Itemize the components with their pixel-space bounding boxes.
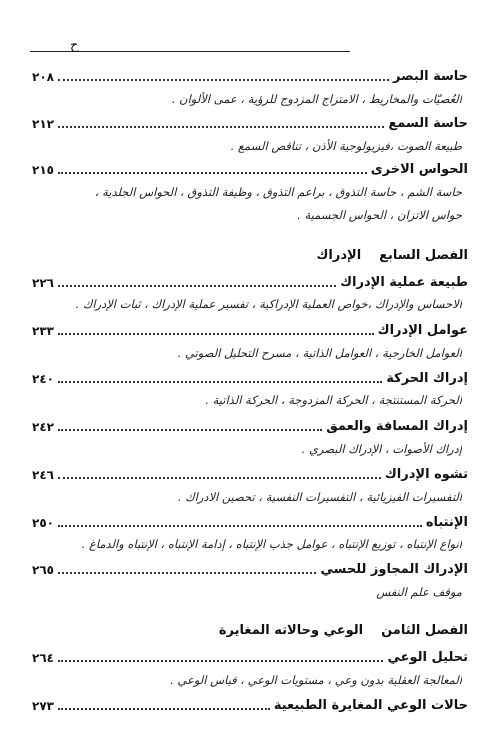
toc-entry[interactable] [32,316,468,338]
entry-subtopics: العُصيّات والمخاريط ، الامتزاج المزدوج للرؤية ، عمى الألوان . [171,92,462,106]
entry-page: ٢٤٦ [32,468,54,482]
page-letter: ح [70,38,79,53]
toc-entry[interactable] [32,109,468,131]
leader-dots [58,171,367,174]
entry-page: ٢٤٢ [32,420,54,434]
chapter-label: الفصل السابع [379,248,468,263]
toc-entry[interactable] [32,364,468,386]
chapter-title: الوعي وحالاته المغايرة [218,623,364,638]
entry-title: حاسة البصر [393,69,468,84]
leader-dots [58,659,384,662]
chapter-title: الإدراك [316,248,362,263]
toc-entry[interactable] [32,412,468,434]
entry-title: حاسة السمع [388,116,468,131]
leader-dots [58,428,322,431]
entry-subtopics: حاسة الشم ، حاسة التذوق ، براعم التذوق ، وظيفة التذوق ، الحواس الجلدية ، [94,185,462,199]
entry-page: ٢٦٥ [32,563,54,577]
toc-entry[interactable] [32,460,468,482]
entry-subtopics: انواع الإنتباه ، توزيع الإنتباه ، عوامل جذب الإنتباه ، إدامة الإنتباه ، الإنتباه والدماغ . [81,537,462,551]
entry-page: ٢٤٠ [32,372,54,386]
toc-entry[interactable] [32,268,468,290]
entry-title: الإنتباه [425,515,468,530]
chapter-heading [32,623,468,638]
entry-page: ٢١٢ [32,117,54,131]
leader-dots [58,284,336,287]
page-header [30,38,470,58]
leader-dots [58,125,384,128]
entry-page: ٢٥٠ [32,516,54,530]
leader-dots [58,524,422,527]
toc-entry[interactable] [32,643,468,665]
entry-subtopics: التفسيرات الفيزيائية ، التفسيرات النفسية ، تحصين الادراك . [177,490,462,504]
entry-title: حالات الوعي المغايرة الطبيعية [273,698,468,713]
leader-dots [58,707,270,710]
entry-subtopics: المعالجة العقلية بدون وعي ، مستويات الوعي ، قياس الوعي . [170,673,462,687]
entry-title: طبيعة عملية الإدراك [340,275,468,290]
entry-title: إدراك الحركة [386,371,468,386]
leader-dots [58,571,316,574]
entry-subtopics: موقف علم النفس [376,585,462,599]
chapter-label: الفصل الثامن [381,623,468,638]
leader-dots [58,78,389,81]
entry-title: إدراك المسافة والعمق [326,419,468,434]
entry-title: الحواس الاخرى [370,162,468,177]
chapter-heading [32,248,468,263]
leader-dots [58,380,382,383]
entry-title: الإدراك المجاوز للحسي [320,562,468,577]
toc-entry[interactable] [32,508,468,530]
entry-page: ٢٦٤ [32,651,54,665]
header-dash [30,51,60,52]
leader-dots [58,332,374,335]
toc-entry[interactable] [32,555,468,577]
entry-page: ٢٠٨ [32,70,54,84]
entry-title: تشوه الإدراك [384,467,468,482]
entry-title: عوامل الإدراك [377,323,468,338]
toc-entry[interactable] [32,691,468,713]
entry-subtopics: طبيعة الصوت ،فيزيولوجية الأذن ، تناقص السمع . [230,139,462,153]
toc-entry[interactable] [32,62,468,84]
entry-subtopics: الاحساس والإدراك ،خواص العملية الإدراكية ، تفسير عملية الإدراك ، ثبات الإدراك . [75,297,462,311]
entry-subtopics: الحركة المستنتجة ، الحركة المزدوجة ، الحركة الذاتية . [205,393,462,407]
entry-page: ٢٣٣ [32,324,54,338]
toc-entry[interactable] [32,155,468,177]
entry-subtopics: إدراك الأصوات ، الإدراك البصري . [301,442,462,456]
entry-subtopics: العوامل الخارجية ، العوامل الذاتية ، مسرح التحليل الصوتي . [177,346,462,360]
entry-subtopics: حواس الاتزان ، الحواس الجسمية . [297,208,462,222]
entry-page: ٢٧٣ [32,699,54,713]
leader-dots [58,476,381,479]
entry-title: تحليل الوعي [387,650,468,665]
entry-page: ٢١٥ [32,163,54,177]
entry-page: ٢٢٦ [32,276,54,290]
